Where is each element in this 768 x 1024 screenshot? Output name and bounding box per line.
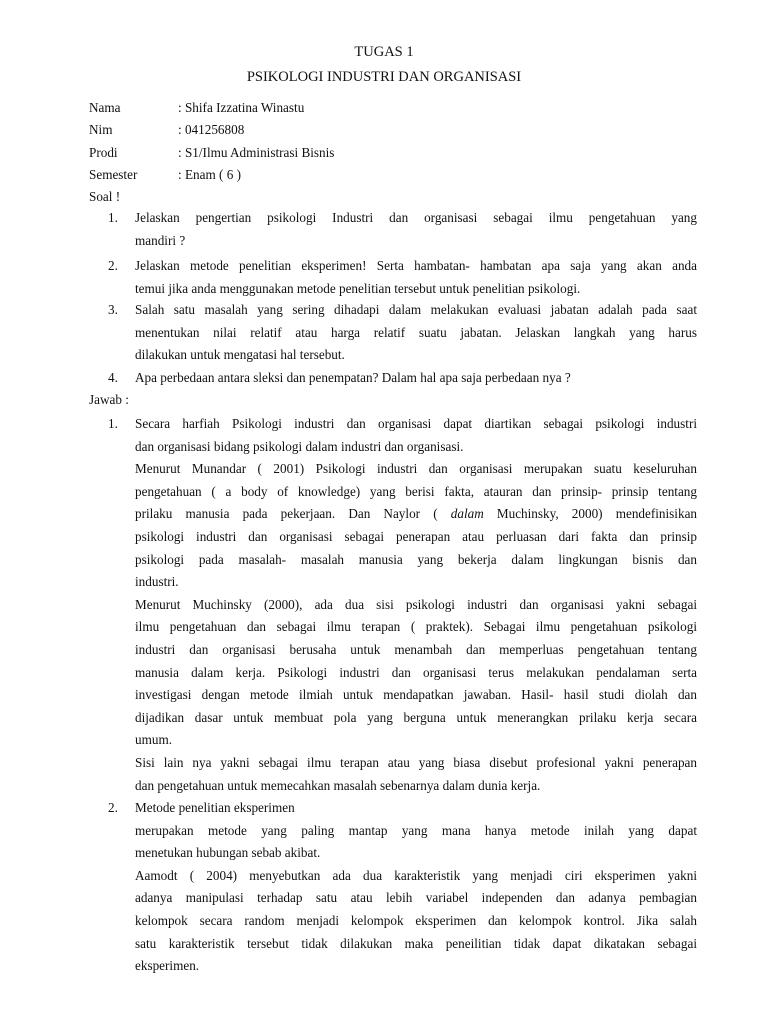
text-line: menentukan nilai relatif atau harga relatif suatu jabatan. Jelaskan langkah yang harus [135,324,697,340]
text-line: adanya manipulasi terhadap satu atau lebih variabel independen dan adanya pembagian [135,890,697,906]
answer-2-body [135,797,697,978]
question-number: 2. [108,258,118,273]
text-line: industri dan organisasi berusaha untuk menambah dan memperluas pengetahuan tentang [135,641,697,657]
text-line: menetukan hubungan sebab akibat. [135,845,321,861]
text-line: dan organisasi bidang psikologi dalam industri dan organisasi. [135,438,464,454]
answer-number: 1. [108,416,118,431]
text-line: dilakukan untuk mengatasi hal tersebut. [135,347,345,363]
text-line: temui jika anda menggunakan metode penelitian tersebut untuk penelitian psikologi. [135,280,581,296]
text-line: satu karakteristik tersebut tidak dilakukan maka peneilitian tidak dapat dikatakan sebagai [135,935,697,951]
text-line: Menurut Munandar ( 2001) Psikologi industri dan organisasi merupakan suatu keseluruhan [135,461,697,477]
text-line: mandiri ? [135,232,186,248]
text-line: psikologi industri dan organisasi sebagai penerapan atau perluasan dari fakta dan prinsip [135,528,697,544]
identity-value: : Enam ( 6 ) [178,167,241,182]
text-line: umum. [135,732,172,748]
text-line: dan pengetahuan untuk memecahkan masalah sebenarnya dalam dunia kerja. [135,777,541,793]
text-line: Sisi lain nya yakni sebagai ilmu terapan atau yang biasa disebut profesional yakni penerapan [135,754,697,770]
document-subtitle: PSIKOLOGI INDUSTRI DAN ORGANISASI [246,69,522,85]
text-segment: Muchinsky, 2000) mendefinisikan [496,506,698,522]
text-line: Apa perbedaan antara sleksi dan penempatan? Dalam hal apa saja perbedaan nya ? [135,370,571,385]
identity-label: Nama [89,100,121,115]
text-line: Jelaskan metode penelitian eksperimen! Serta hambatan- hambatan apa saja yang akan anda [135,258,697,273]
identity-label: Prodi [89,145,118,160]
identity-value: : Shifa Izzatina Winastu [178,100,305,115]
text-line: dijadikan dasar untuk membuat pola yang berguna untuk menerangkan prilaku kerja secara [135,709,697,725]
text-line: Salah satu masalah yang sering dihadapi dalam melakukan evaluasi jabatan adalah pada saat [135,302,697,317]
identity-label: Semester [89,167,138,182]
question-number: 4. [108,370,118,385]
text-line: industri. [135,574,179,590]
text-line: investigasi dengan metode ilmiah untuk mendapatkan jawaban. Hasil- hasil studi diolah dan [135,687,697,703]
question-text [135,207,697,252]
text-line: merupakan metode yang paling mantap yang mana hanya metode inilah yang dapat [135,822,697,838]
text-line: Menurut Muchinsky (2000), ada dua sisi psikologi industri dan organisasi yakni sebagai [135,596,697,612]
document-title: TUGAS 1 [354,44,414,60]
text-segment: prilaku manusia pada pekerjaan. Dan Naylor ( [135,506,438,522]
text-line: kelompok secara random menjadi kelompok eksperimen dan kelompok kontrol. Jika salah [135,912,697,928]
text-line: ilmu pengetahuan dan sebagai ilmu terapan ( praktek). Sebagai ilmu pengetahuan psikologi [135,619,697,635]
question-text [135,299,697,367]
identity-value: : S1/Ilmu Administrasi Bisnis [178,145,335,160]
identity-value: : 041256808 [178,122,245,137]
soal-heading: Soal ! [89,189,121,204]
jawab-heading: Jawab : [89,392,129,407]
question-number: 3. [108,302,118,317]
emphasis-text: dalam [450,506,484,522]
text-line: Metode penelitian eksperimen [135,800,295,815]
text-line: Aamodt ( 2004) menyebutkan ada dua karakteristik yang menjadi ciri eksperimen yakni [135,867,697,883]
text-line-with-emphasis [135,503,697,526]
answer-1-body [135,413,697,797]
question-text [135,367,697,390]
question-number: 1. [108,210,118,225]
text-line: Jelaskan pengertian psikologi Industri dan organisasi sebagai ilmu pengetahuan yang [135,210,697,225]
identity-label: Nim [89,122,113,137]
answer-number: 2. [108,800,118,815]
text-line: Secara harfiah Psikologi industri dan organisasi dapat diartikan sebagai psikologi industri [135,416,697,431]
text-line: manusia dalam kerja. Psikologi industri dan organisasi terus melakukan pendalaman serta [135,664,697,680]
question-text [135,255,697,300]
text-line: pengetahuan ( a body of knowledge) yang berisi fakta, atauran dan prinsip- prinsip tentang [135,483,697,499]
text-line: psikologi pada masalah- masalah manusia yang bekerja dalam lingkungan bisnis dan [135,551,697,567]
text-line: eksperimen. [135,958,200,974]
